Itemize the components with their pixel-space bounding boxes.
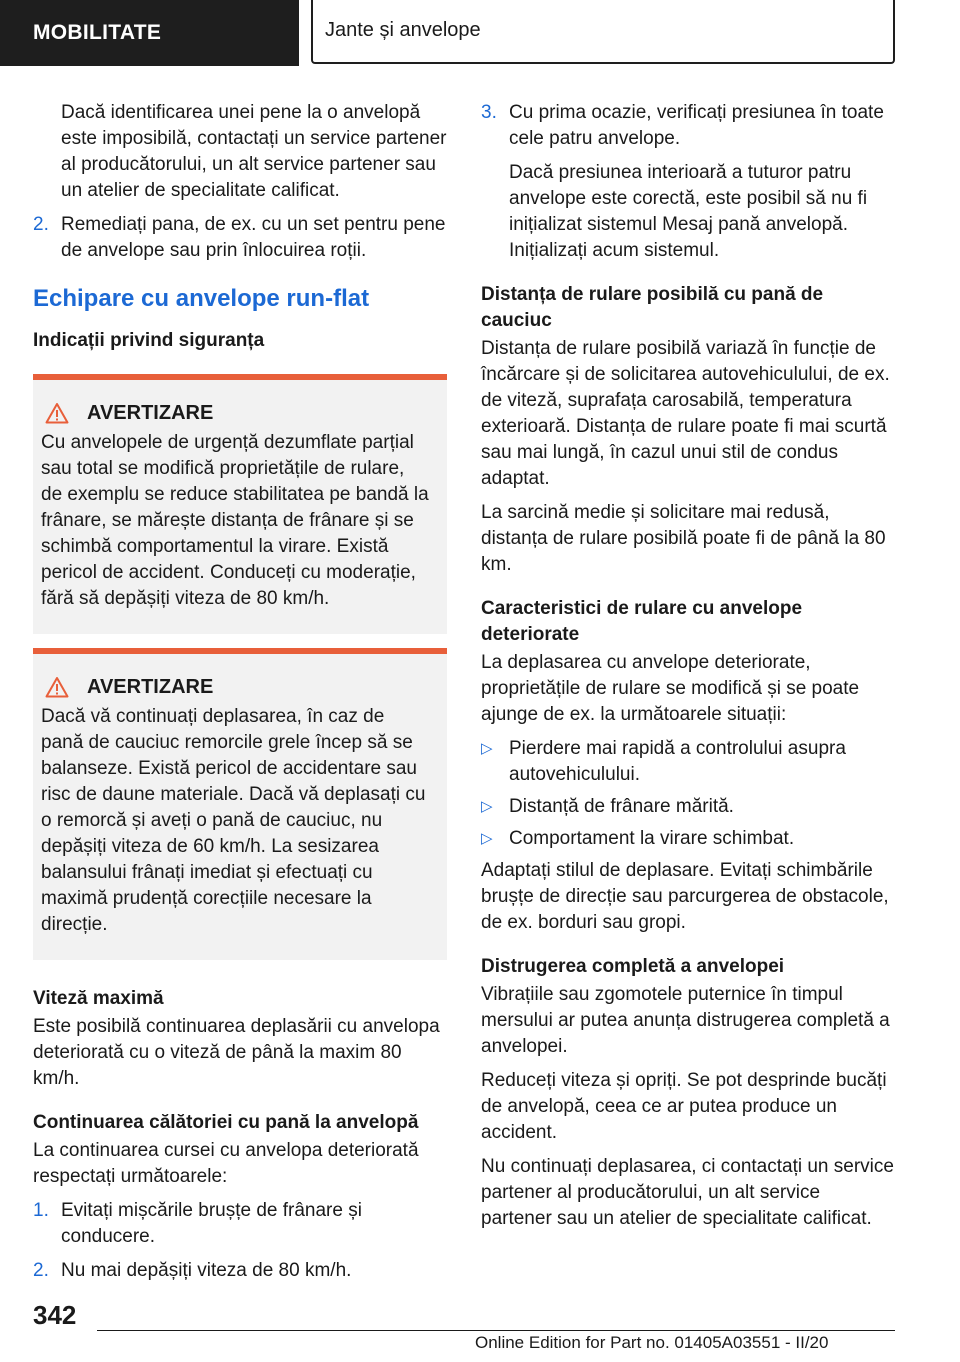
continue-heading: Continuarea călătoriei cu pană la anvelopă	[33, 1112, 419, 1133]
list-item: ▷ Comportament la virare schimbat.	[481, 826, 895, 852]
left-column	[33, 100, 447, 1292]
range-text-2: La sarcină medie și solicitare mai redusă, distanța de rulare posibilă poate fi de până la 80 km.	[481, 502, 886, 575]
step-3	[481, 100, 895, 152]
warning-box-2	[33, 648, 447, 960]
step-2-text: Remediați pana, de ex. cu un set pentru pene de anvelope sau prin înlocuirea roții.	[61, 214, 446, 261]
max-speed-heading: Viteză maximă	[33, 988, 164, 1009]
step-2	[33, 212, 447, 264]
characteristics-heading: Caracteristici de rulare cu anvelope deteriorate	[481, 598, 803, 645]
destroy-text-1: Vibrațiile sau zgomotele puternice în timpul mersului ar putea anunța distrugerea completă a anvelopei.	[481, 984, 890, 1057]
edition-note: Online Edition for Part no. 01405A03551 - II/20	[475, 1333, 829, 1352]
warning-1-text: Cu anvelopele de urgență dezumflate parțial sau total se modifică proprietățile de rulare, de exemplu se reduce stabilitatea pe bandă la frânare, se mărește distanța de frânare și se schimbă comportamentul la virare. Există pericol de accident. Conduceți cu moderație, fără să depășiți viteza de 80 km/h.	[41, 432, 429, 609]
continue-step-2	[33, 1258, 447, 1284]
characteristics-text: La deplasarea cu anvelope deteriorate, proprietățile de rulare se modifică și se poate ajunge de ex. la următoarele situații:	[481, 652, 860, 725]
page-number: 342	[33, 1300, 77, 1330]
warning-2-title: AVERTIZARE	[87, 676, 214, 698]
list-item: ▷ Distanță de frânare mărită.	[481, 794, 895, 820]
range-text-1: Distanța de rulare posibilă variază în funcție de încărcare și de solicitarea autovehiculului, de ex. de viteză, suprafața carosabilă, temperatura exterioară. Distanța de rulare poate fi mai scurtă sau mai lungă, în cazul unui stil de condus adaptat.	[481, 338, 890, 489]
step-3-note: Dacă presiunea interioară a tuturor patru anvelope este corectă, este posibil să nu fi inițializat sistemul Mesaj pană anvelopă. Inițializați acum sistemul.	[509, 162, 868, 261]
continue-text: La continuarea cursei cu anvelopa deteriorată respectați următoarele:	[33, 1140, 419, 1187]
step-2-number: 2.	[33, 214, 49, 235]
triangle-bullet-icon: ▷	[481, 740, 493, 757]
right-column	[481, 100, 895, 1240]
triangle-bullet-icon: ▷	[481, 830, 493, 847]
continue-step-1-text: Evitați mișcările brușțe de frânare și conducere.	[61, 1200, 362, 1247]
chapter-title: Jante și anvelope	[311, 0, 895, 64]
triangle-bullet-icon: ▷	[481, 798, 493, 815]
warning-triangle-icon	[45, 676, 69, 698]
intro-paragraph: Dacă identificarea unei pene la o anvelopă este imposibilă, contactați un service partener al producătorului, un alt service partener sau un atelier de specialitate calificat.	[61, 102, 447, 201]
adapt-text: Adaptați stilul de deplasare. Evitați schimbările brușțe de direcție sau parcurgerea de obstacole, de ex. borduri sau gropi.	[481, 860, 889, 933]
destroy-text-3: Nu continuați deplasarea, ci contactați un service partener al producătorului, un alt service partener sau un atelier de specialitate calificat.	[481, 1156, 894, 1229]
destroy-text-2: Reduceți viteza și opriți. Se pot desprinde bucăți de anvelopă, ceea ce ar putea produce un accident.	[481, 1070, 887, 1143]
section-tab: MOBILITATE	[0, 0, 299, 66]
warning-triangle-icon	[45, 402, 69, 424]
max-speed-text: Este posibilă continuarea deplasării cu anvelopa deteriorată cu o viteză de până la maxim 80 km/h.	[33, 1016, 440, 1089]
warning-box-1	[33, 374, 447, 634]
continue-step-1-number: 1.	[33, 1200, 49, 1221]
page-header	[0, 0, 960, 66]
range-heading: Distanța de rulare posibilă cu pană de cauciuc	[481, 284, 824, 331]
continue-step-2-text: Nu mai depășiți viteza de 80 km/h.	[61, 1260, 352, 1281]
continue-step-1	[33, 1198, 447, 1250]
step-3-number: 3.	[481, 102, 497, 123]
safety-heading: Indicații privind siguranța	[33, 330, 265, 351]
footer-divider	[97, 1330, 895, 1331]
step-3-text: Cu prima ocazie, verificați presiunea în toate cele patru anvelope.	[509, 102, 884, 149]
section-heading-run-flat: Echipare cu anvelope run-flat	[33, 285, 370, 312]
list-item: ▷ Pierdere mai rapidă a controlului asupra autovehiculului.	[481, 738, 846, 785]
warning-2-text: Dacă vă continuați deplasarea, în caz de pană de cauciuc remorcile grele încep să se balanseze. Există pericol de accidentare sau risc de daune materiale. Dacă vă deplasați cu o remorcă și aveți o pană de cauciuc, nu depășiți viteza de 60 km/h. La sesizarea balansului frânați imediat și efectuați cu maximă prudență corecțiile necesare la direcție.	[41, 706, 426, 935]
continue-step-2-number: 2.	[33, 1260, 49, 1281]
destroy-heading: Distrugerea completă a anvelopei	[481, 956, 785, 977]
warning-1-title: AVERTIZARE	[87, 402, 214, 424]
